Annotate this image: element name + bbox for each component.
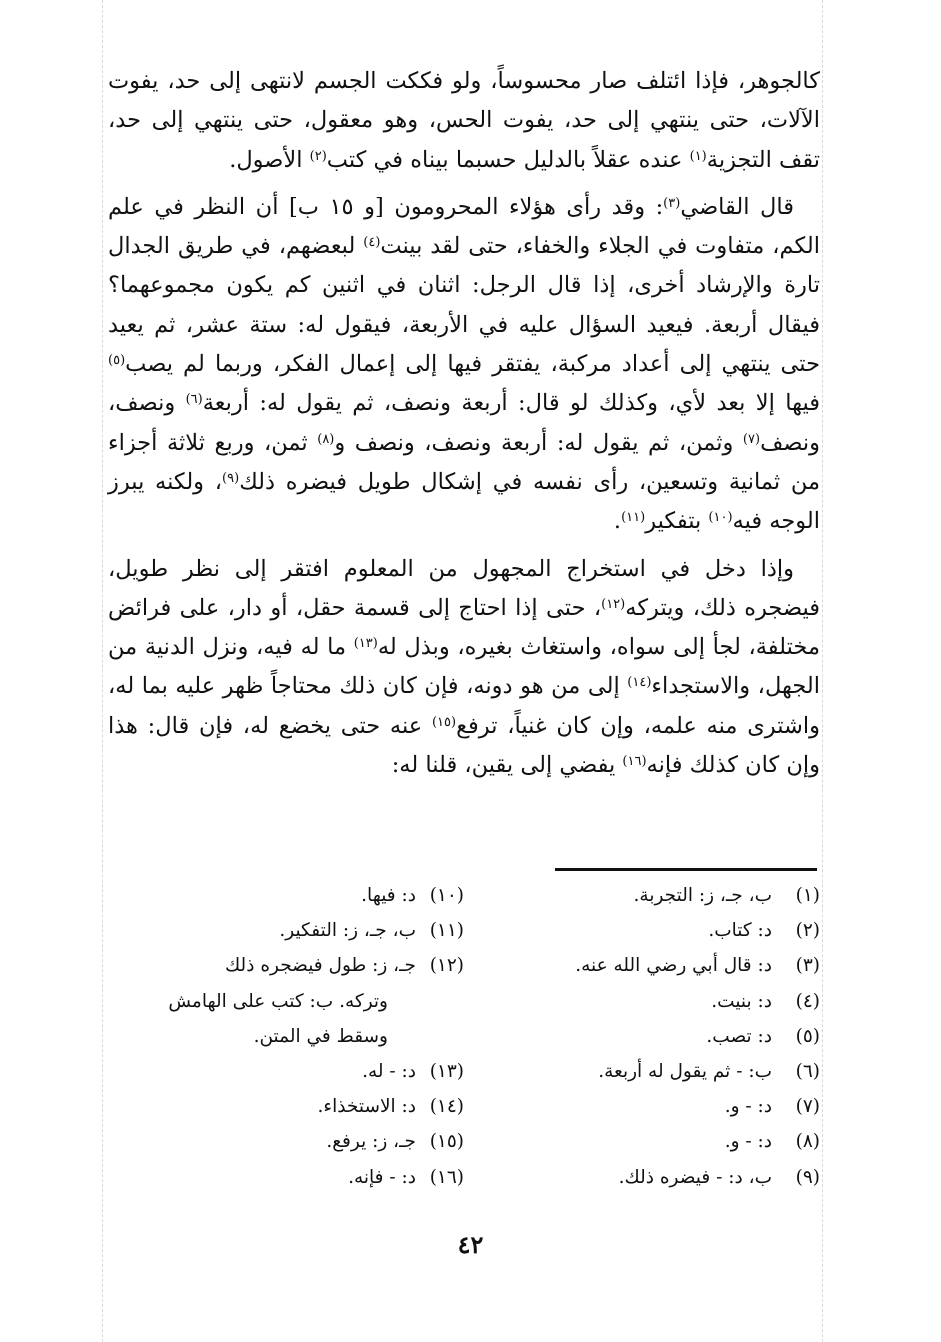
footnote	[108, 1124, 464, 1159]
footnote-ref[interactable]: (١٢)	[601, 596, 626, 612]
text-run: عنه حتى يخضع له، فإن قال: هذا وإن كان كذلك فإنه	[108, 712, 820, 779]
footnote	[108, 1054, 464, 1089]
footnote-continuation	[108, 984, 464, 1019]
text-run: وإذا دخل في استخراج المجهول من المعلوم افتقر إلى نظر طويل، فيضجره ذلك، ويتركه	[108, 555, 821, 621]
footnote	[464, 913, 820, 948]
footnote-text: د: الاستخذاء.	[317, 1096, 416, 1118]
footnote-ref[interactable]: (٢)	[309, 148, 327, 164]
footnote-text: ب: - ثم يقول له أربعة.	[598, 1061, 772, 1083]
footnote-ref[interactable]: (٩)	[222, 470, 240, 486]
paragraph-3	[108, 550, 820, 786]
footnote	[464, 1019, 820, 1054]
footnote	[464, 948, 820, 983]
text-run: : وقد رأى هؤلاء المحرومون [و ١٥ ب] أن النظر في علم الكم، متفاوت في الجلاء والخفاء، حتى لقد بينت	[108, 193, 820, 260]
footnote-number: (١١)	[429, 920, 464, 942]
footnote	[464, 1124, 820, 1159]
footnote-text: جـ، ز: يرفع.	[326, 1131, 416, 1153]
footnote-number: (١٦)	[429, 1166, 464, 1188]
footnote	[108, 878, 464, 913]
footnote	[464, 1054, 820, 1089]
footnote	[108, 1089, 464, 1124]
footnote-ref[interactable]: (٣)	[663, 195, 681, 211]
text-run: ما له فيه، ونزل الدنية من الجهل، والاستجداء	[108, 634, 820, 700]
footnote	[464, 1160, 820, 1195]
paragraph-2	[108, 188, 820, 542]
text-run: الأصول.	[229, 146, 310, 173]
footnote-ref[interactable]: (١٣)	[353, 636, 378, 652]
footnotes-column-left	[108, 878, 464, 1195]
text-run: .	[613, 508, 622, 535]
footnote-text: ب، د: - فيضره ذلك.	[618, 1166, 772, 1188]
footnote-ref[interactable]: (٤)	[363, 235, 381, 251]
footnote-text: د: بنيت.	[711, 990, 772, 1012]
footnote-text: وسقط في المتن.	[253, 1025, 388, 1047]
footnote-number: (٥)	[795, 1025, 820, 1047]
footnote-text: وتركه. ب: كتب على الهامش	[168, 990, 388, 1012]
footnote-text: د: تصب.	[706, 1025, 772, 1047]
footnote-text: جـ، ز: طول فيضجره ذلك	[224, 955, 416, 977]
footnote-text: د: كتاب.	[708, 920, 772, 942]
footnote-number: (١٥)	[429, 1131, 464, 1153]
footnote-text: د: قال أبي رضي الله عنه.	[575, 955, 772, 977]
page-number: ٤٢	[457, 1230, 484, 1259]
text-run: يفضي إلى يقين، قلنا له:	[391, 752, 623, 779]
footnote-number: (١٣)	[429, 1061, 464, 1083]
footnote-number: (٤)	[795, 990, 820, 1012]
text-run: ثمن، وربع ثلاثة أجزاء من ثمانية وتسعين، رأى نفسه في إشكال طويل فيضره ذلك	[108, 429, 821, 495]
margin-guide-left	[102, 0, 103, 1342]
footnote-ref[interactable]: (٨)	[317, 431, 335, 447]
text-run: كالجوهر، فإذا ائتلف صار محسوساً، ولو فككت الجسم لانتهى إلى حد، يفوت الآلات، حتى ينتهي إلى حد، يفوت الحس، وهو معقول، حتى ينتهي إلى حد، تقف التجزية	[108, 68, 820, 173]
footnote-ref[interactable]: (١٠)	[708, 510, 733, 526]
footnote-number: (١٤)	[429, 1096, 464, 1118]
text-run: عنده عقلاً بالدليل حسبما بيناه في كتب	[326, 146, 690, 173]
footnote-number: (٢)	[795, 920, 820, 942]
footnote-number: (٦)	[795, 1061, 820, 1083]
footnote	[108, 1160, 464, 1195]
footnote-text: د: - و.	[724, 1131, 772, 1153]
footnote-ref[interactable]: (٦)	[185, 392, 203, 408]
footnotes-column-right	[464, 878, 820, 1195]
footnote-number: (١)	[795, 885, 820, 906]
footnote	[464, 878, 820, 913]
footnote-number: (١٢)	[429, 955, 464, 977]
text-run: بتفكير	[645, 508, 709, 535]
footnote-number: (٧)	[795, 1096, 820, 1118]
footnote-ref[interactable]: (١٤)	[627, 675, 652, 691]
footnote-number: (١٠)	[429, 885, 464, 906]
text-run: ، ولكنه يبرز الوجه فيه	[108, 468, 820, 535]
footnote-ref[interactable]: (١)	[689, 148, 707, 164]
footnote-number: (٩)	[795, 1166, 820, 1188]
footnote-text: د: - و.	[724, 1096, 772, 1118]
text-run: ، حتى إذا احتاج إلى قسمة حقل، أو دار، على فرائض مختلفة، لجأ إلى سواه، واستغاث بغيره، وبذل له	[108, 594, 820, 661]
footnote-text: ب، جـ، ز: التفكير.	[279, 920, 416, 942]
footnote	[108, 913, 464, 948]
footnote-separator	[555, 868, 817, 871]
footnote-ref[interactable]: (١٦)	[622, 754, 647, 770]
main-text	[108, 62, 820, 785]
footnote-text: ب، جـ، ز: التجربة.	[633, 885, 772, 906]
footnote	[108, 948, 464, 983]
footnote-text: د: فيها.	[361, 885, 416, 906]
footnote-ref[interactable]: (٥)	[108, 353, 126, 369]
text-run: وثمن، ثم يقول له: أربعة ونصف، ونصف و	[334, 429, 743, 456]
footnote-number: (٨)	[795, 1131, 820, 1153]
footnotes	[108, 878, 820, 1195]
footnote	[464, 1089, 820, 1124]
text-run: ونصف، ونصف	[108, 390, 820, 456]
footnote-number: (٣)	[795, 955, 820, 977]
footnote-text: د: - فإنه.	[348, 1166, 416, 1188]
footnote-text: د: - له.	[362, 1061, 416, 1083]
text-run: فيها إلا بعد لأي، وكذلك لو قال: أربعة ونصف، ثم يقول له: أربعة	[202, 390, 820, 417]
margin-guide-right	[822, 0, 823, 1342]
footnote-continuation	[108, 1019, 464, 1054]
text-run: قال القاضي	[680, 193, 794, 220]
footnote-ref[interactable]: (٧)	[742, 431, 761, 447]
footnote	[464, 984, 820, 1019]
paragraph-1	[108, 62, 820, 180]
text-run: إلى من هو دونه، فإن كان ذلك محتاجاً ظهر عليه بما له، واشترى منه علمه، وإن كان غنياً، ترفع	[108, 673, 820, 739]
footnote-ref[interactable]: (١٥)	[431, 714, 457, 730]
footnote-ref[interactable]: (١١)	[621, 510, 646, 526]
text-run: لبعضهم، في طريق الجدال تارة والإرشاد أخرى، إذا قال الرجل: اثنان في اثنين كم يكون مجموعهما؟ فيقال أربعة. فيعيد السؤال عليه في الأربعة، فيقول له: ستة عشر، ثم يعيد حتى ينتهي إلى أعداد مركبة، يفتقر فيها إلى إعمال الفكر، وربما لم يصب	[108, 233, 820, 378]
